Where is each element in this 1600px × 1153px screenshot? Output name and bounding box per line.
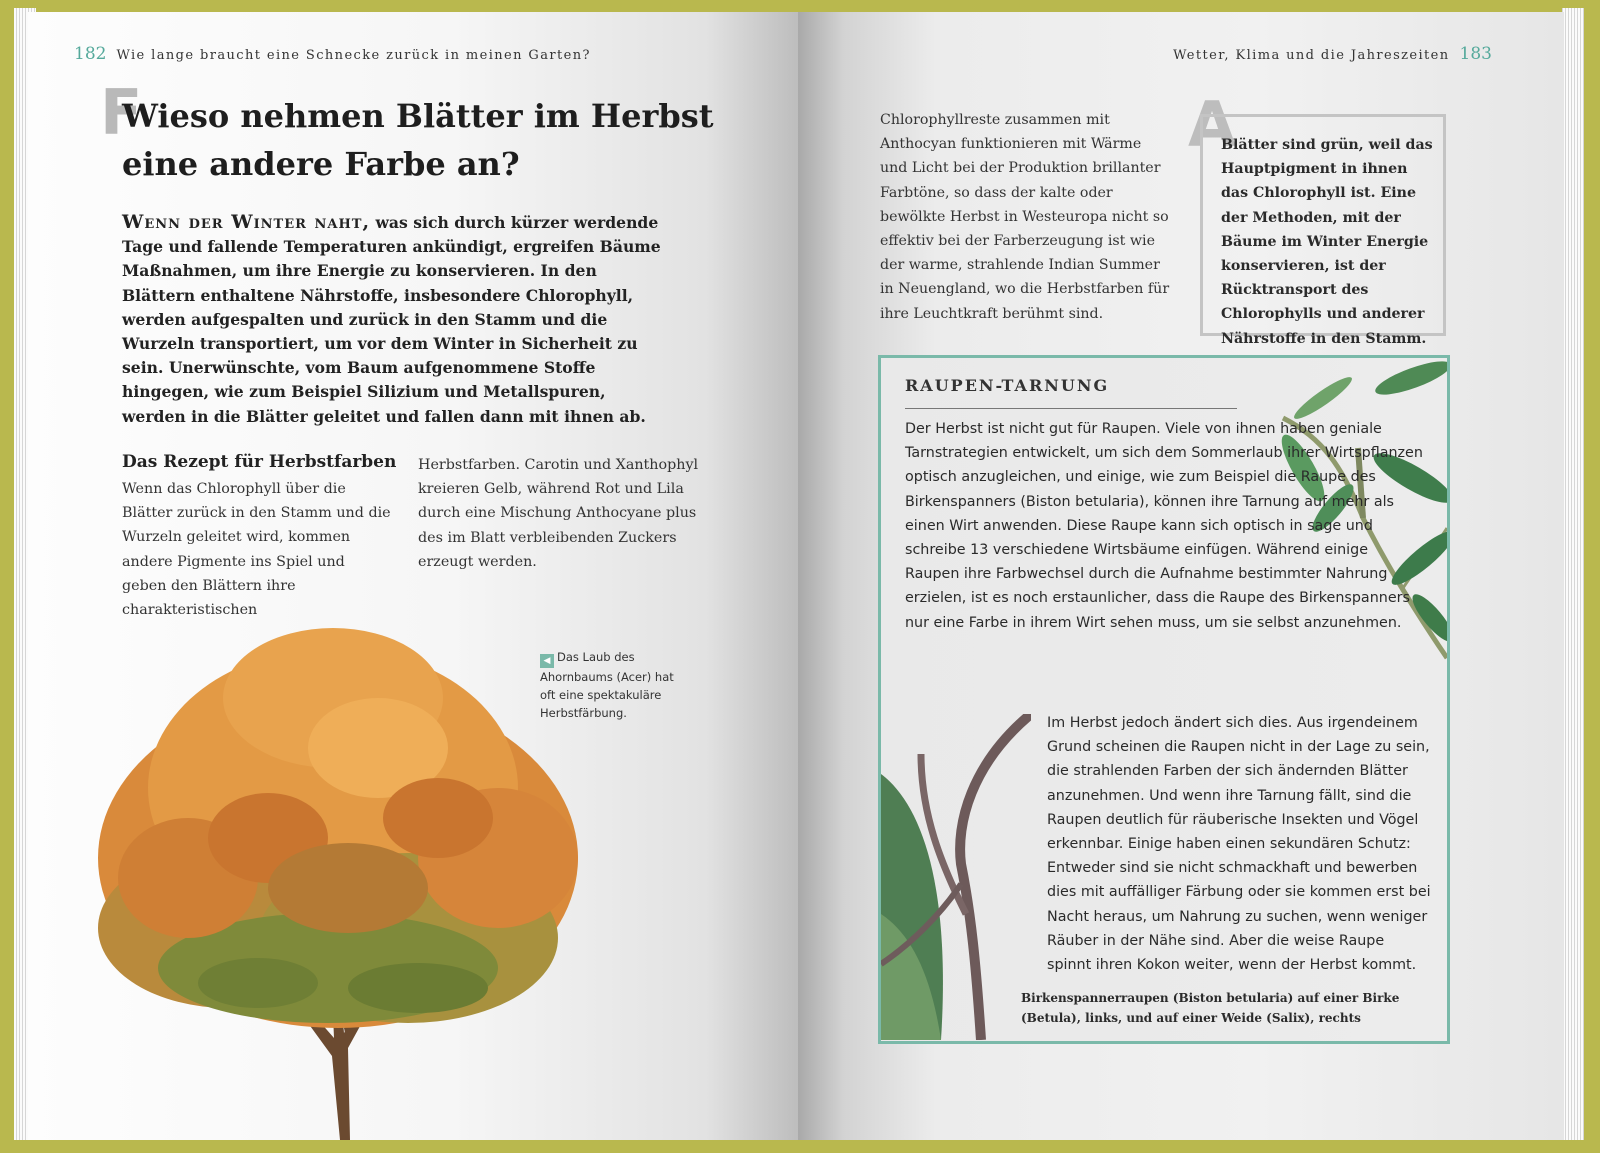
title-block: [100, 76, 724, 188]
left-running-head-text: Wie lange braucht eine Schnecke zurück in meinen Garten?: [116, 48, 591, 63]
drop-letter: F: [100, 76, 143, 149]
answer-box: [1200, 114, 1446, 347]
subheading: Das Rezept für Herbstfarben: [122, 452, 397, 472]
answer-letter: A: [1188, 88, 1236, 161]
arrow-left-icon: ◀: [540, 654, 554, 668]
box-title-rule: [905, 408, 1237, 409]
left-running-head: [74, 44, 591, 64]
birch-twig-image: [881, 714, 1031, 1040]
right-page: [798, 12, 1564, 1140]
right-running-head: [1173, 44, 1492, 64]
body-column-2: Herbstfarben. Carotin und Xanthophyl kreieren Gelb, während Rot und Lila durch eine Mischung Anthocyane plus des im Blatt verbleibenden Zuckers erzeugt werden.: [418, 457, 699, 570]
tree-caption-text: Das Laub des Ahornbaums (Acer) hat oft eine spektakuläre Herbstfärbung.: [540, 650, 674, 720]
lead-text: was sich durch kürzer werdende Tage und fallende Temperaturen ankündigt, ergreifen Bäume Maßnahmen, um ihre Energie zu konservieren. In den Blättern enthaltene Nährstoffe, insbesondere Chlorophyll, werden aufgespalten und zurück in den Stamm und die Wurzeln transportiert, um vor dem Winter in Sicherheit zu sein. Unerwünschte, vom Baum aufgenommene Stoffe hingegen, wie zum Beispiel Silizium und Metallspuren, werden in die Blätter geleitet und fallen dann mit ihnen ab.: [122, 213, 661, 426]
left-page: [28, 12, 798, 1140]
body-column-1: Wenn das Chlorophyll über die Blätter zurück in den Stamm und die Wurzeln geleitet wird, kommen andere Pigmente ins Spiel und geben den Blättern ihre charakteristischen: [122, 481, 391, 619]
right-page-number: 183: [1459, 44, 1492, 64]
maple-tree-image: [78, 628, 598, 1140]
box-title: RAUPEN-TARNUNG: [905, 376, 1110, 395]
right-body-paragraph: Chlorophyllreste zusammen mit Anthocyan funktionieren mit Wärme und Licht bei der Produktion brillanter Farbtöne, so dass der kalte oder bewölkte Herbst in Westeuropa nicht so effektiv bei der Farberzeugung ist wie der warme, strahlende Indian Summer in Neuengland, wo die Herbstfarben für ihre Leuchtkraft berühmt sind.: [880, 112, 1170, 322]
box-caption: Birkenspannerraupen (Biston betularia) auf einer Birke (Betula), links, und auf einer Weide (Salix), rechts: [1021, 991, 1400, 1025]
lead-smallcaps: Wenn der Winter naht,: [122, 211, 371, 233]
left-page-number: 182: [74, 44, 107, 64]
page-title: Wieso nehmen Blätter im Herbst eine andere Farbe an?: [122, 97, 714, 183]
sidebar-box: [878, 355, 1450, 1044]
box-paragraph-2: Im Herbst jedoch ändert sich dies. Aus irgendeinem Grund scheinen die Raupen nicht in der Lage zu sein, die strahlenden Farben der sich ändernden Blätter anzunehmen. Und wenn ihre Tarnung fällt, sind die Raupen deutlich für räuberische Insekten und Vögel erkennbar. Einige haben einen sekundären Schutz: Entweder sind sie nicht schmackhaft und bewerben dies mit auffälliger Färbung oder sie kommen erst bei Nacht heraus, um Nahrung zu suchen, wenn weniger Räuber in der Nähe sind. Aber die weise Raupe spinnt ihren Kokon weiter, wenn der Herbst kommt.: [1047, 715, 1431, 974]
lead-paragraph: [122, 210, 662, 429]
box-paragraph-1: Der Herbst ist nicht gut für Raupen. Viele von ihnen haben geniale Tarnstrategien entwickelt, um sich dem Sommerlaub ihrer Wirtspflanzen optisch anzugleichen, und einige, wie zum Beispiel die Raupe des Birkenspanners (Biston betularia), können ihre Tarnung auf mehr als einen Wirt anwenden. Diese Raupe kann sich optisch in sage und schreibe 13 verschiedene Wirtsbäume einfügen. Während einige Raupen ihre Farbwechsel durch die Aufnahme bestimmter Nahrung erzielen, ist es noch erstaunlicher, dass die Raupe des Birkenspanners nur eine Farbe in ihrem Wirt sehen muss, um sie selbst anzunehmen.: [905, 421, 1423, 631]
right-running-head-text: Wetter, Klima und die Jahreszeiten: [1173, 48, 1450, 63]
page-edges-right: [1562, 8, 1584, 1140]
answer-box-text: Blätter sind grün, weil das Hauptpigment in ihnen das Chlorophyll ist. Eine der Methoden, mit der Bäume im Winter Energie konservieren, ist der Rücktransport des Chlorophylls und anderer Nährstoffe in den Stamm.: [1221, 137, 1433, 347]
